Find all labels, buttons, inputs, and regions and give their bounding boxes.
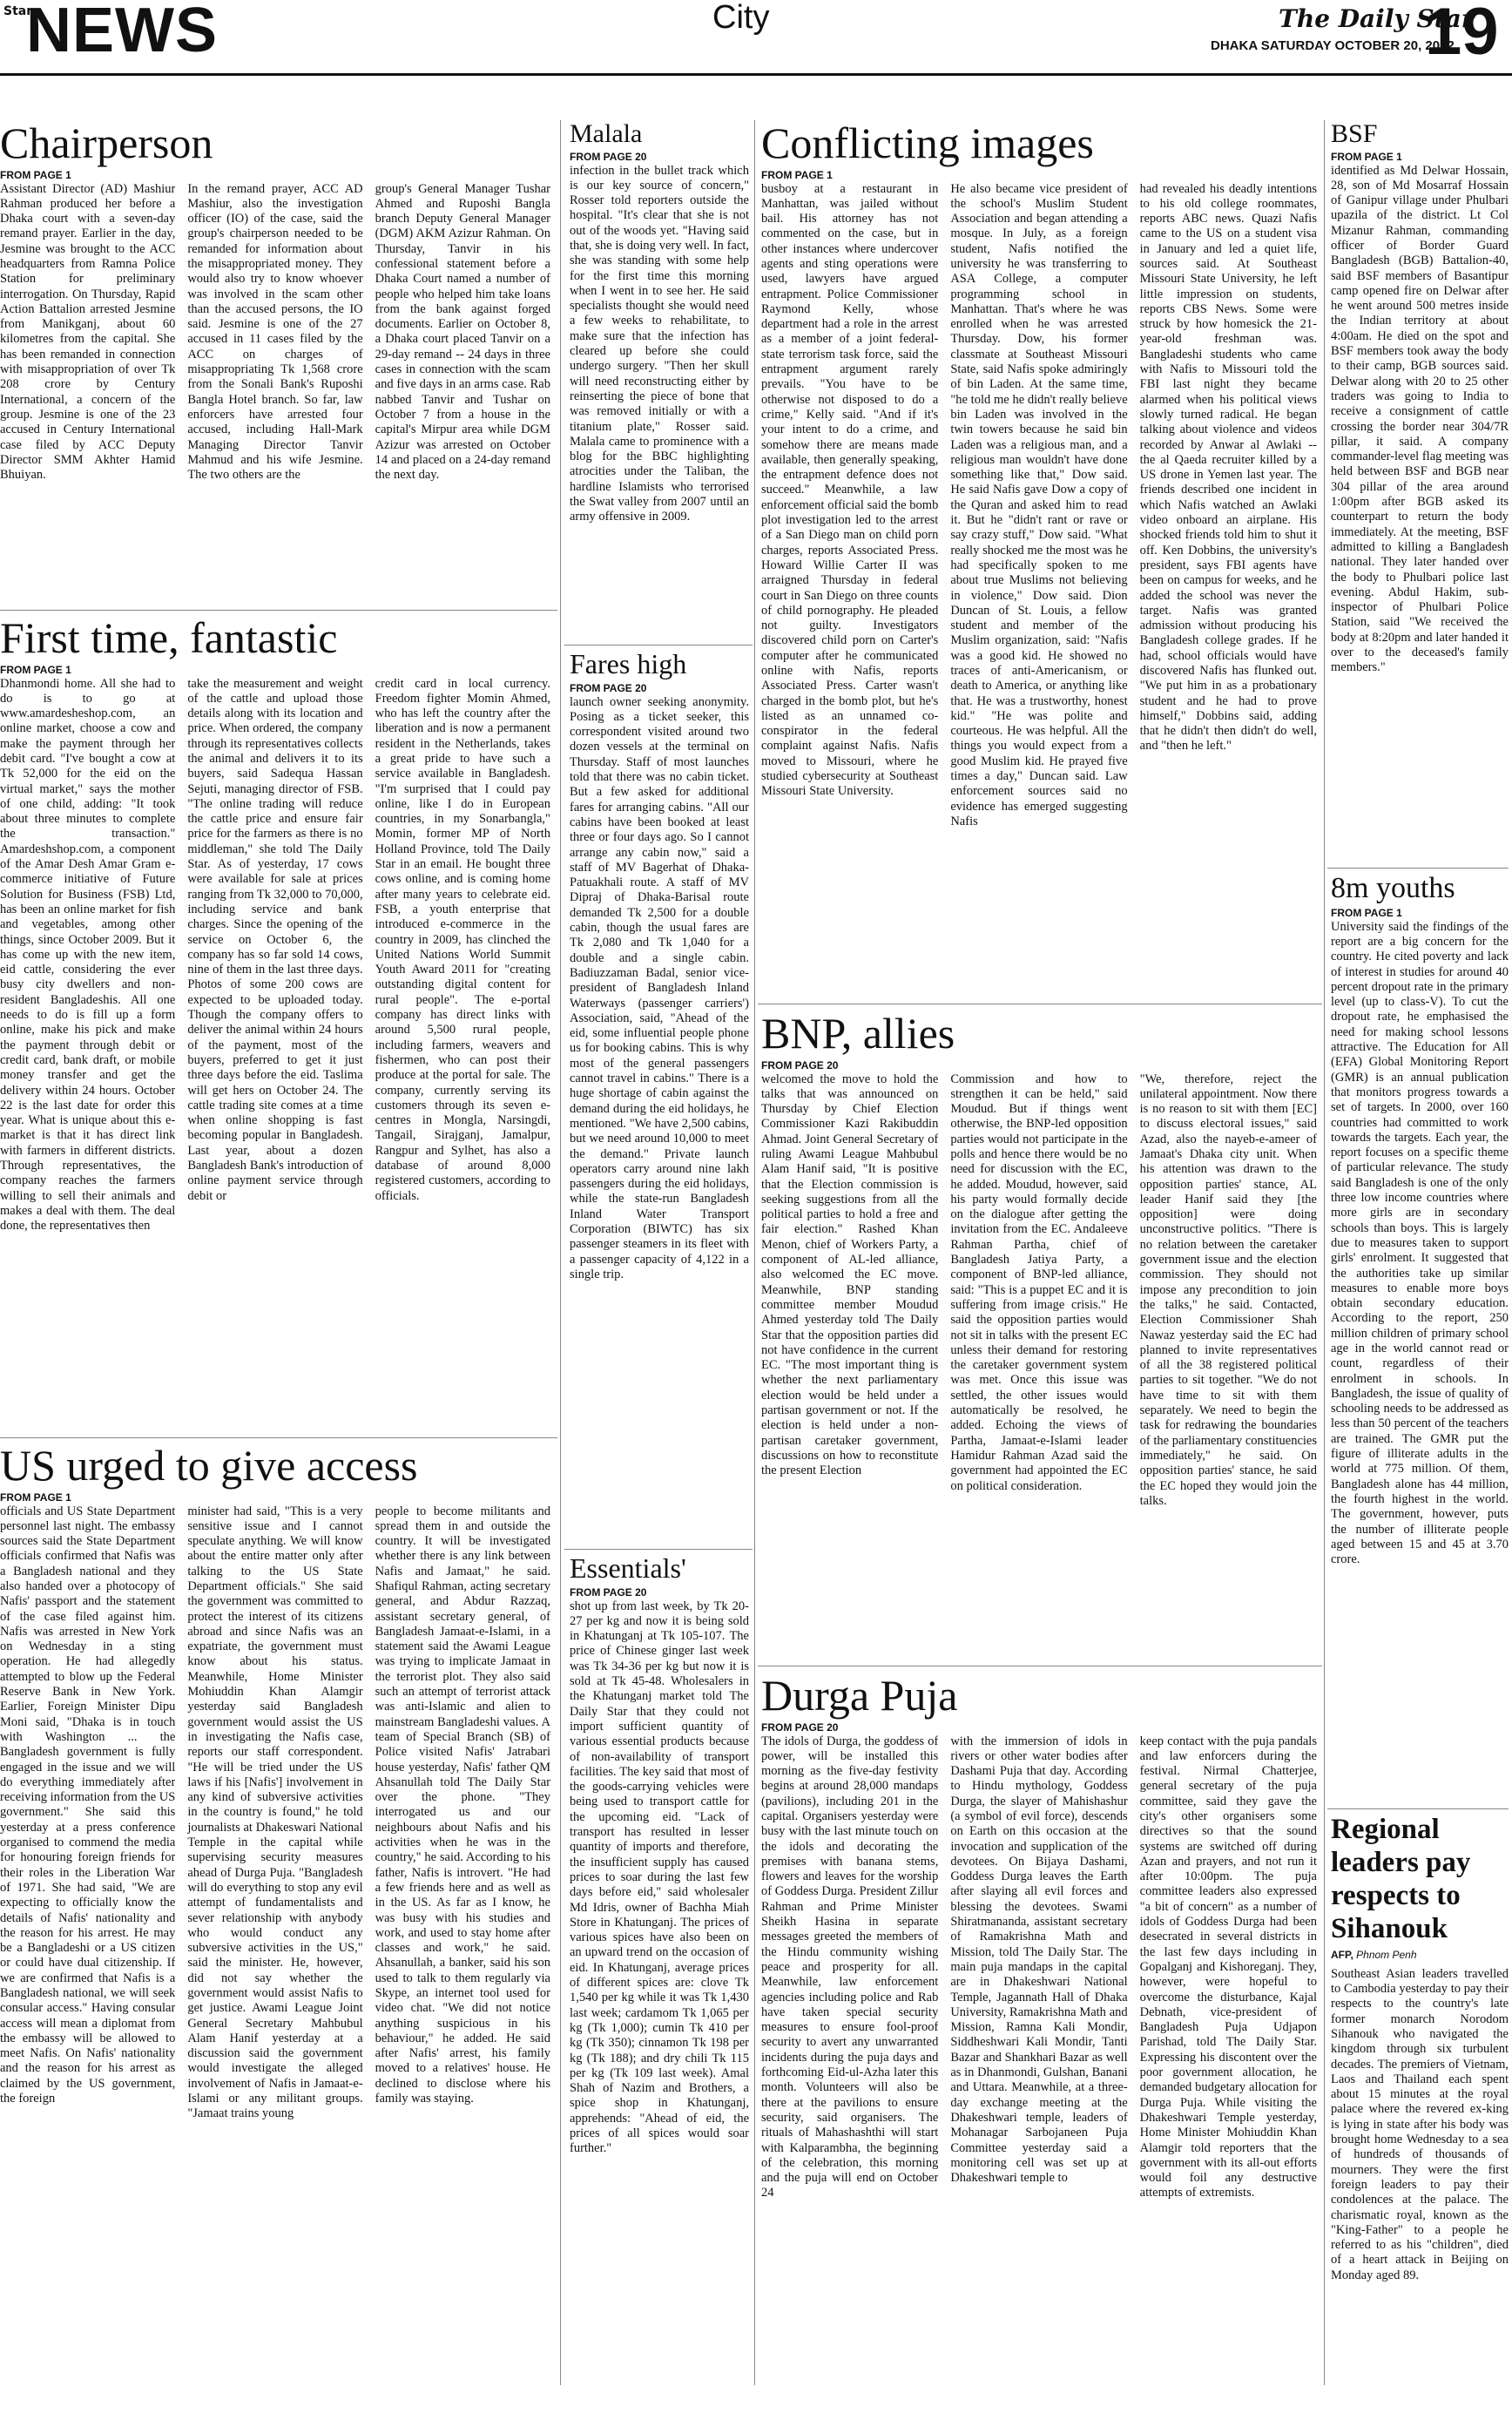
page-number: 19 xyxy=(1425,0,1499,69)
headline: Essentials' xyxy=(570,1552,686,1584)
story-8m-youths xyxy=(1331,873,1509,1808)
story-bsf xyxy=(1331,120,1509,878)
story-column: keep contact with the puja pandals and law enforcers during the festival. Nirmal Chatterjee, general secretary of the puja committee, said they gave the city's other organisers some directives so that the sound systems are switched off during Azan and prayers, and not run it after 10:00pm. The puja committee leaders also expressed "a bit of concern" as a number of idols of Goddess Durga had been desecrated in several districts in the last few days including in Gopalganj and Kishoreganj. They, however, were hopeful to overcome the disturbance, Kajal Debnath, vice-president of Bangladesh Puja Udjapon Parishad, told The Daily Star. Expressing his discontent over the poor government allocation, he demanded budgetary allocation for Durga Puja. While visiting the Dhakeshwari Temple yesterday, Home Minister Mohiuddin Khan Alamgir told reporters that the government with its all-out efforts would foil any destructive attempts of extremists. xyxy=(1139,1734,1317,2200)
story-column: credit card in local currency. Freedom fighter Momin Ahmed, who has left the country after the liberation and is now a permanent resident in the Netherlands, takes a great pride to have such a service available in Bangladesh. "I'm surprised that I could pay online, like I do in European countries, in my Sonarbangla," Momin, former MP of North Holland Province, told The Daily Star in an email. He bought three cows online, and is coming home after many years to celebrate eid. FSB, a youth enterprise that introduced e-commerce in the country in 2009, has clinched the United Nations World Summit Youth Award 2011 for "creating outstanding digital content for rural people". The e-portal company has direct links with around 5,500 rural people, including farmers, weavers and fishermen, who can post their produce at the portal for sale. The company, currently serving its customers through its seven e-centres in Mongla, Narsingdi, Tangail, Sirajganj, Jamalpur, Rangpur and Sylhet, has also a database of around 8,000 registered customers, according to officials. xyxy=(375,676,550,1203)
story-column: officials and US State Department personnel last night. The embassy sources said the State Department officials confirmed that Nafis was a Bangladesh national and they also handed over a photocopy of Nafis' passport and the statement of the case filed against him. Nafis was arrested in New York on Wednesday in a sting operation. He had allegedly attempted to blow up the Federal Reserve Bank in New York. Earlier, Foreign Minister Dipu Moni said, "Dhaka is in touch with Washington ... the Bangladesh government is fully engaged in the issue and we will do everything immediately after receiving information from the US government." She said this yesterday at a press conference organised to commend the media for honouring foreign friends for their roles in the Liberation War of 1971. She had said, "We are expecting to officially know the details of Nafis' nationality and the reason for his arrest. He may be a Bangladeshi or a US citizen or could have dual citizenship. If we are confirmed that Nafis is a Bangladesh national, we will seek consular access." Having consular access will mean a diplomat from the embassy will be allowed to meet Nafis. On Nafis' nationality and the reason for his arrest as claimed by the US government, the foreign xyxy=(0,1504,176,2106)
story-malala xyxy=(570,120,749,669)
story-first-time xyxy=(0,615,550,1457)
story-rule xyxy=(564,1549,753,1550)
story-column: Dhanmondi home. All she had to do is to go at www.amardesheshop.com, an online market, choose a cow and make the payment through her debit card. "I've bought a cow at Tk 52,000 for the eid on the virtual market," says the mother of one child, adding: "It took about three minutes to complete the transaction." Amardeshshop.com, a component of the Amar Desh Amar Gram e-commerce initiative of Future Solution for Business (FSB) Ltd, has been an online market for fish and vegetables, among other things, since October 2009. But it has come up with the new item, eid cattle, considering the ever busy city dwellers and non-resident Bangladeshis. All one needs to do is fill up a form online, make his pick and make the payment through debit or credit card, bank draft, or mobile money transfer and get the delivery within 24 hours. October 22 is the last date for order this year. What is unique about this e-market is that it has direct link with farmers in different districts. Through representatives, the company reaches the farmers willing to sell their animals and makes a deal with them. The deal done, the representatives then xyxy=(0,676,176,1234)
story-rule xyxy=(1327,868,1509,869)
story-column: Commission and how to strengthen it can be held," said Moudud. But if things went otherwise, the BNP-led opposition parties would not participate in the polls and hence there would be no need for discussion with the EC, he added. Moudud, however, said his party would formally decide on the dialogue after getting the invitation from the EC. Andaleeve Rahman Partha, chief of Bangladesh Jatiya Party, a component of BNP-led alliance, said: "This is a puppet EC and it is suffering from image crisis." He said the opposition parties would not sit in talks with the present EC unless their demand for restoring the caretaker government system was met. Once this issue was settled, the other issues would automatically be resolved, he added. Echoing the views of Partha, Jamaat-e-Islami leader Hamidur Rahman Azad said the government had appointed the EC on political consideration. xyxy=(950,1071,1128,1493)
headline: First time, fantastic xyxy=(0,613,338,662)
jump-tag: FROM PAGE 1 xyxy=(0,168,71,181)
masthead-logo: The Daily Star xyxy=(1279,4,1475,33)
jump-tag: FROM PAGE 20 xyxy=(761,1058,839,1071)
headline: Fares high xyxy=(570,648,687,679)
jump-tag: FROM PAGE 1 xyxy=(761,168,833,181)
headline: Regional leaders pay respects to Sihanouk xyxy=(1331,1814,1471,1944)
story-rule xyxy=(0,1437,557,1438)
story-column: group's General Manager Tushar Ahmed and Ruposhi Bangla branch Deputy General Manager (DGM) AKM Azizur Rahman. On Thursday, Tanvir in his confessional statement before a Dhaka Court named a number of people who helped him take loans from the bank against forged documents. Earlier on October 8, a Dhaka court placed Tanvir on a 29-day remand -- 24 days in three cases in connection with the scam and five days in an arms case. Rab nabbed Tanvir and Tushar on October 7 from a house in the capital's Mirpur area while DGM Azizur was arrested on October 14 and placed on a 24-day remand the next day. xyxy=(375,181,550,483)
story-column: Southeast Asian leaders travelled to Cambodia yesterday to pay their respects to the country's late former monarch Norodom Sihanouk who navigated the kingdom through six turbulent decades. The premiers of Vietnam, Laos and Thailand each spent about 15 minutes at the royal palace where the revered ex-king is lying in state after his body was brought home Wednesday to a sea of hundreds of thousands of mourners. They were the first foreign leaders to pay their condolences at the palace. The charismatic royal, known as the "King-Father" to a people he referred to as his "children", died of a heart attack in Beijing on Monday aged 89. xyxy=(1331,1966,1509,2282)
story-bnp-allies xyxy=(761,1011,1317,1647)
story-column: busboy at a restaurant in Manhattan, was jailed without bail. His attorney has not commented on the case, but in other instances where undercover agents and sting operations were used, lawyers have argued entrapment. Police Commissioner Raymond Kelly, whose department had a role in the arrest as a member of a joint federal-state terrorism task force, said the entrapment argument rarely prevails. "You have to be otherwise not disposed to do a crime," Kelly said. "And if it's your intent to do a crime, and somehow there are means made available, then generally speaking, the entrapment defence does not succeed." Meanwhile, a law enforcement official said the bomb plot investigation led to the arrest of a San Diego man on child porn charges, reports Associated Press. Howard Willie Carter II was arraigned Thursday in federal court in San Diego on three counts of child pornography. He pleaded not guilty. Investigators discovered child porn on Carter's computer after he communicated online with Nafis, reports Associated Press. Carter wasn't charged in the bomb plot, but he's listed as an unnamed co-conspirator in the federal complaint against Nafis. Nafis moved to Missouri, where he studied cybersecurity at Southeast Missouri State University. xyxy=(761,181,939,799)
story-column: with the immersion of idols in rivers or other water bodies after Dashami Puja that day. According to Hindu mythology, Goddess Durga, the slayer of Mahishashur (a symbol of evil force), descends on Earth on this occasion at the invocation and supplication of the devotees. On Bijaya Dashami, Goddess Durga leaves the Earth after slaying all evil forces and blessing the devotees. Swami Shiratmananda, assistant secretary of Ramakrishna Math and Mission, told The Daily Star. The main puja mandaps in the capital are in Dhakeshwari National Temple, Jagannath Hall of Dhaka University, Ramakrishna Math and Mission, Ramna Kali Mondir, Siddheshwari Kali Mondir, Tanti Bazar and Shankhari Bazar as well as in Dhanmondi, Gulshan, Banani and Uttara. Meanwhile, at a three-day exchange meeting at the Dhakeshwari temple, leaders of Mohanagar Sarbojaneen Puja Committee yesterday said a monitoring cell was set up at Dhakeshwari temple to xyxy=(950,1734,1128,2186)
column-rule xyxy=(1324,120,1325,2385)
headline: Conflicting images xyxy=(761,118,1094,167)
headline: BNP, allies xyxy=(761,1009,955,1058)
headline: US urged to give access xyxy=(0,1441,418,1490)
jump-tag: FROM PAGE 20 xyxy=(570,150,647,163)
story-column: The idols of Durga, the goddess of power, will be installed this morning as the five-day festivity begins at around 28,000 mandaps (pavilions), including 201 in the capital. Organisers yesterday were busy with the last minute touch on the idols and decorating the premises with banana stems, flowers and leaves for the worship of Goddess Durga. President Zillur Rahman and Prime Minister Sheikh Hasina in separate messages greeted the members of the Hindu community wishing peace and prosperity for all. Meanwhile, law enforcement agencies including police and Rab have taken special security measures to ensure fool-proof security to avert any unwarranted incidents during the puja days and forthcoming Eid-ul-Azha later this month. Volunteers will also be there at the pavilions to ensure security, said organisers. The rituals of Mahashashthi will start with Kalparambha, the beginning of the celebration, this morning and the puja will end on October 24 xyxy=(761,1734,939,2200)
headline: Durga Puja xyxy=(761,1671,958,1720)
story-rule xyxy=(0,610,557,611)
headline: 8m youths xyxy=(1331,872,1455,904)
column-rule xyxy=(754,120,755,2385)
section-kicker: Star xyxy=(3,4,33,18)
jump-tag: FROM PAGE 20 xyxy=(761,1720,839,1734)
story-column: He also became vice president of the school's Muslim Student Association and began attending a mosque. In July, as a foreign student, Nafis notified the university he was transferring to ASA College, a computer programming school in Manhattan. That's where he was enrolled when he was arrested Thursday. Dow, his former classmate at Southeast Missouri State, said Nafis spoke admiringly of bin Laden. At the same time, "he told me he didn't really believe bin Laden was involved in the twin towers because he said bin Laden was a religious man, and a religious man wouldn't have done something like that," Dow said. He said Nafis gave Dow a copy of the Quran and asked him to read it. But he "didn't rant or rave or say crazy stuff," Dow said. "What really shocked me the most was he had specifically spoken to me about true Muslims not believing in violence," Dow said. Dion Duncan of St. Louis, a fellow student and member of the Muslim organization, said: "Nafis was a good kid. He showed no traces of anti-Americanism, or death to America, or anything like that. He was a trustworthy, honest kid." "He was polite and courteous. He was helpful. All the things you would expect from a good Muslim kid. He prayed five times a day," Duncan said. Law enforcement sources said no evidence has emerged suggesting Nafis xyxy=(950,181,1128,828)
jump-tag: FROM PAGE 1 xyxy=(0,663,71,676)
story-column: "We, therefore, reject the unilateral appointment. Now there is no reason to sit with them [EC] to discuss electoral issues," said Azad, also the nayeb-e-ameer of Jamaat's Dhaka city unit. When his attention was drawn to the opposition parties' stance, AL leader Hanif said they [the opposition] were doing unconstructive politics. "There is no relation between the caretaker government issue and the election commission. They should not impose any precondition to join the talks," he said. Contacted, Election Commissioner Shah Nawaz yesterday said the EC had planned to invite representatives of all the 38 registered political parties to sit together. "We do not have time to sit with them separately. We need to begin the task for redrawing the boundaries of the parliamentary constituencies immediately," he said. On opposition parties' stance, he said the EC hoped they would join the talks. xyxy=(1139,1071,1317,1508)
headline: Malala xyxy=(570,119,643,148)
jump-tag: FROM PAGE 1 xyxy=(1331,150,1402,163)
story-us-urged xyxy=(0,1443,550,2384)
dateline: DHAKA SATURDAY OCTOBER 20, 2012 xyxy=(1211,38,1455,53)
subsection-title: City xyxy=(712,0,770,36)
story-chairperson xyxy=(0,120,550,598)
story-rule xyxy=(564,645,753,646)
jump-tag: FROM PAGE 1 xyxy=(1331,906,1402,919)
story-column: Assistant Director (AD) Mashiur Rahman produced her before a Dhaka court with a seven-day remand prayer. Earlier in the day, Jesmine was brought to the ACC headquarters from Ramna Police Station for preliminary interrogation. On Thursday, Rapid Action Battalion arrested Jesmine from Manikganj, about 60 kilometres from the capital. She has been remanded in connection with misappropriation of over Tk 208 crore by Century International, a concern of the group. Jesmine is one of the 23 accused in Century International case filed by ACC Deputy Director SMM Akhter Hamid Bhuiyan. xyxy=(0,181,176,483)
story-column: In the remand prayer, ACC AD Mashiur, also the investigation officer (IO) of the case, said the group's chairperson needed to be remanded for information about the misappropriated money. They would also try to know whoever was involved in the scam other than the accused persons, the IO said. Jesmine is one of the 27 accused in 11 cases filed by the ACC on charges of misappropriating Tk 1,568 crore from the Sonali Bank's Ruposhi Bangla Hotel branch. So far, law enforcers have arrested four accused, including Hall-Mark Managing Director Tanvir Mahmud and his wife Jesmine. The two others are the xyxy=(187,181,363,483)
story-column: shot up from last week, by Tk 20-27 per kg and now it is being sold in Khatunganj at Tk 105-107. The price of Chinese ginger last week was Tk 34-36 per kg but now it is sold at Tk 45-48. Wholesalers in the Khatunganj market told The Daily Star that they could not import sufficient quantity of various essential products because of non-availability of transport facilities. The key said that most of the goods-carrying vehicles were being used to transport cattle for the upcoming eid. "Lack of transport has resulted in lesser quantity of imports and therefore, the insufficient supply has caused prices to soar during the last few days before eid," said wholesaler Md Idris, owner of Bachha Miah Store in Khatunganj. The prices of various spices have also been on an upward trend on the occasion of eid. In Khatunganj, average prices of different spices are: clove Tk 1,540 per kg while it was Tk 1,430 last week; cardamom Tk 1,065 per kg (Tk 1,000); cumin Tk 410 per kg (Tk 350); cinnamon Tk 198 per kg (Tk 188); and dry chili Tk 115 per kg (Tk 109 last week). Amal Shah of Nazim and Brothers, a spice shop in Khatunganj, apprehends: "Ahead of eid, the prices of all spices would soar further." xyxy=(570,1599,749,2156)
byline: AFP, Phnom Penh xyxy=(1331,1948,1417,1961)
story-essentials xyxy=(570,1554,749,2375)
headline: Chairperson xyxy=(0,118,213,167)
jump-tag: FROM PAGE 20 xyxy=(570,681,647,694)
story-column: take the measurement and weight of the cattle and upload those details along with its location and price. When ordered, the company through its representatives collects the animal and delivers it to its buyers, said Sadequa Hassan Sejuti, managing director of FSB. "The online trading will reduce the cattle price and ensure fair price for the farmers as there is no middleman," she told The Daily Star. As of yesterday, 17 cows were available for sale at prices ranging from Tk 32,000 to 70,000, including service and bank charges. Since the opening of the service on October 6, the company has so far sold 14 cows, nine of them in the last three days. Photos of some 200 cows are expected to be uploaded today. Though the company offers to deliver the animal within 24 hours of the payment, most of the buyers, preferred to get it just three days before the eid. Taslima will get hers on October 24. The cattle trading site comes at a time when online shopping is fast becoming popular in Bangladesh. Last year, about a dozen Bangladesh Bank's introduction of online payment service through debit or xyxy=(187,676,363,1203)
headline: BSF xyxy=(1331,119,1378,148)
story-durga-puja xyxy=(761,1673,1317,2379)
story-conflicting-images xyxy=(761,120,1317,1001)
story-rule xyxy=(1327,1808,1509,1809)
story-column: had revealed his deadly intentions to his old college roommates, reports ABC news. Quazi Nafis came to the US on a student visa in January and led a quiet life, sources said. At Southeast Missouri State University, he left little impression on students, reports CBS News. Some were struck by how homesick the 21-year-old freshman was. Bangladeshi students who came with Nafis to Missouri told the FBI last night they became alarmed when his political views slowly turned radical. He began talking about violence and videos recorded by Anwar al Awlaki -- the al Qaeda recruiter killed by a US drone in Yemen last year. The friends described one incident in which Nafis watched an Awlaki video onboard an airplane. His shocked friends told him to shut it off. Ken Dobbins, the university's president, says FBI agents have been on campus for weeks, and he added the school was never the target. Nafis was granted admission without producing his Bangladesh college grades. If he had, school officials would have discovered Nafis has flunked out. "We put him in as a probationary student and he had to prove himself," Dobbins said, adding that he didn't then didn't do well, and "then he left." xyxy=(1139,181,1317,754)
header-rule xyxy=(0,73,1512,76)
story-fares-high xyxy=(570,650,749,1575)
jump-tag: FROM PAGE 20 xyxy=(570,1585,647,1599)
page-header xyxy=(0,0,1512,70)
jump-tag: FROM PAGE 1 xyxy=(0,1491,71,1504)
story-column: welcomed the move to hold the talks that was announced on Thursday by Chief Election Commissioner Kazi Rakibuddin Ahmad. Joint General Secretary of ruling Awami League Mahbubul Alam Hanif said, "It is positive that the Election commission is seeking suggestions from all the political parties to hold a free and fair election." Rashed Khan Menon, chief of Workers Party, a component of AL-led alliance, also welcomed the EC move. Meanwhile, BNP standing committee member Moudud Ahmed yesterday told The Daily Star that the opposition parties did not have confidence in the current EC. "The most important thing is whether the next parliamentary election would be held under a partisan government or not. If the election is held under a non-partisan caretaker government, discussions on how to reconstitute the present Election xyxy=(761,1071,939,1478)
story-regional-leaders xyxy=(1331,1814,1509,2420)
story-column: identified as Md Delwar Hossain, 28, son of Md Mosarraf Hossain of Ganipur village under Phulbari upazila of the district. Lt Col Mizanur Rahman, commanding officer of Border Guard Bangladesh (BGB) Battalion-40, said BSF members of Basantipur camp opened fire on Delwar after he went around 500 metres inside the Indian territory at about 4:00am. He died on the spot and BSF members took away the body to their camp, BGB sources said. Delwar along with 20 to 25 other traders was going to India to receive a consignment of cattle crossing the border near 304/7R pillar, it said. A company commander-level flag meeting was held between BSF and BGB near 304 pillar of the area around 1:00pm after BGB asked its counterpart to return the body immediately. At the meeting, BSF admitted to killing a Bangladesh national. They later handed over the body to Phulbari police last evening. Abdul Hakim, sub-inspector of Phulbari Police Station, said "We received the body at 8:20pm and later handed it over to the deceased's family members." xyxy=(1331,163,1509,675)
story-column: launch owner seeking anonymity. Posing as a ticket seeker, this correspondent visited around two dozen vessels at the terminal on Thursday. Staff of most launches told that there was no cabin ticket. But a few asked for additional fares for arranging cabins. "All our cabins have been booked at least three or four days ago. So I cannot arrange any cabin now," said a staff of MV Bagerhat of Dhaka-Patuakhali route. A staff of MV Dipraj of Dhaka-Barisal route demanded Tk 2,500 for a double cabin, though the usual fares are Tk 2,080 and Tk 1,040 for a double and a single cabin. Badiuzzaman Badal, senior vice-president of Bangladesh Inland Waterways (passenger carriers') Association, said, "Ahead of the eid, some influential people phone us for booking cabins. This is why most of the general passengers cannot travel in cabins." There is a huge shortage of cabin against the demand during the eid holidays, he mentioned. "We have 2,500 cabins, but we need around 10,000 to meet the demand." Private launch operators carry around nine lakh passengers during the eid holidays, while the state-run Bangladesh Inland Water Transport Corporation (BIWTC) has six passenger steamers in its fleet with a passenger capacity of 4,122 in a single trip. xyxy=(570,694,749,1281)
story-column: infection in the bullet track which is our key source of concern," Rosser told reporters outside the hospital. "It's clear that she is not out of the woods yet. "Having said that, she is doing very well. In fact, she was standing with some help for the first time this morning when I went in to see her. He said specialists thought she would need a few weeks to rehabilitate, to make sure that the infection has cleared up before she could undergo surgery. "Then her skull will need reconstructing either by reinserting the piece of bone that was removed initially or with a titanium plate," Rosser said. Malala came to prominence with a blog for the BBC highlighting atrocities under the Taliban, the hardline Islamists who terrorised the Swat valley from 2007 until an army offensive in 2009. xyxy=(570,163,749,524)
story-column: minister had said, "This is a very sensitive issue and I cannot speculate anything. We will know about the entire matter only after talking to the US State Department officials." She said the government was committed to protect the interest of its citizens abroad and since Nafis was an expatriate, the government must know about his status. Meanwhile, Home Minister Mohiuddin Khan Alamgir yesterday said Bangladesh government would assist the US in investigating the Nafis case, reports our staff correspondent. "He will be tried under the US laws if his [Nafis'] involvement in any kind of subversive activities in the country is found," he told journalists at Dhakeswari National Temple in the capital while supervising security measures ahead of Durga Puja. "Bangladesh will do everything to stop any evil attempt of fundamentalists and sever relationship with anybody who would conduct any subversive activities in the US," said the minister. He, however, did not say whether the government would assist Nafis to get justice. Awami League Joint General Secretary Mahbubul Alam Hanif yesterday at a discussion said the government would investigate the alleged involvement of Nafis in Jamaat-e-Islami or any militant groups. "Jamaat trains young xyxy=(187,1504,363,2121)
section-title: NEWS xyxy=(26,0,218,65)
story-column: people to become militants and spread them in and outside the country. It will be investigated whether there is any link between Nafis and Jamaat," he said. Shafiqul Rahman, acting secretary general, and Abdur Razzaq, assistant secretary general, of Bangladesh Jamaat-e-Islami, in a statement said the Awami League was trying to implicate Jamaat in the terrorist plot. They also said such an attempt of terrorist attack was anti-Islamic and alien to mainstream Bangladeshi values. A team of Special Branch (SB) of Police visited Nafis' Jatrabari house yesterday, Nafis' father QM Ahsanullah told The Daily Star over the phone. "They interrogated us and our neighbours about Nafis and his activities when he was in the country," he said. According to his father, Nafis is introvert. "He had a few friends here and as well as in the US. As far as I know, he was busy with his studies and work, and used to stay home after classes and work," he said. Ahsanullah, a banker, said his son used to talk to them regularly via Skype, an internet tool used for video chat. "We did not notice anything suspicious in his behaviour," he added. He said after Nafis' arrest, his family moved to a relatives' house. He declined to disclose where his family was staying. xyxy=(375,1504,550,2106)
column-rule xyxy=(560,120,561,2385)
story-column: University said the findings of the report are a big concern for the country. He cited poverty and lack of interest in studies for around 40 percent dropout rate in the primary level (up to class-V). To cut the dropout rate, he emphasised the need for making school lessons attractive. The Education for All (EFA) Global Monitoring Report (GMR) is an annual publication that monitors progress towards a set of targets. In 2000, over 160 countries had committed to work towards the targets. Each year, the report focuses on a specific theme of particular relevance. The study said Bangladesh is one of the only three low income countries where more girls are in secondary schools than boys. This is largely due to measures taken to support girls' enrolment. It suggested that the authorities take up similar measures to enable more boys obtain secondary education. According to the report, 250 million children of primary school age in the world cannot read or count, regardless of their enrolment in schools. In Bangladesh, the issue of quality of schooling needs to be addressed as less than 50 percent of the teachers are trained. The GMR put the figure of illiterate adults in the world at 775 million. Of them, Bangladesh alone has 44 million, the fourth highest in the world. The government, however, puts the number of illiterate people aged between 15 and 45 at 3.70 crore. xyxy=(1331,919,1509,1567)
